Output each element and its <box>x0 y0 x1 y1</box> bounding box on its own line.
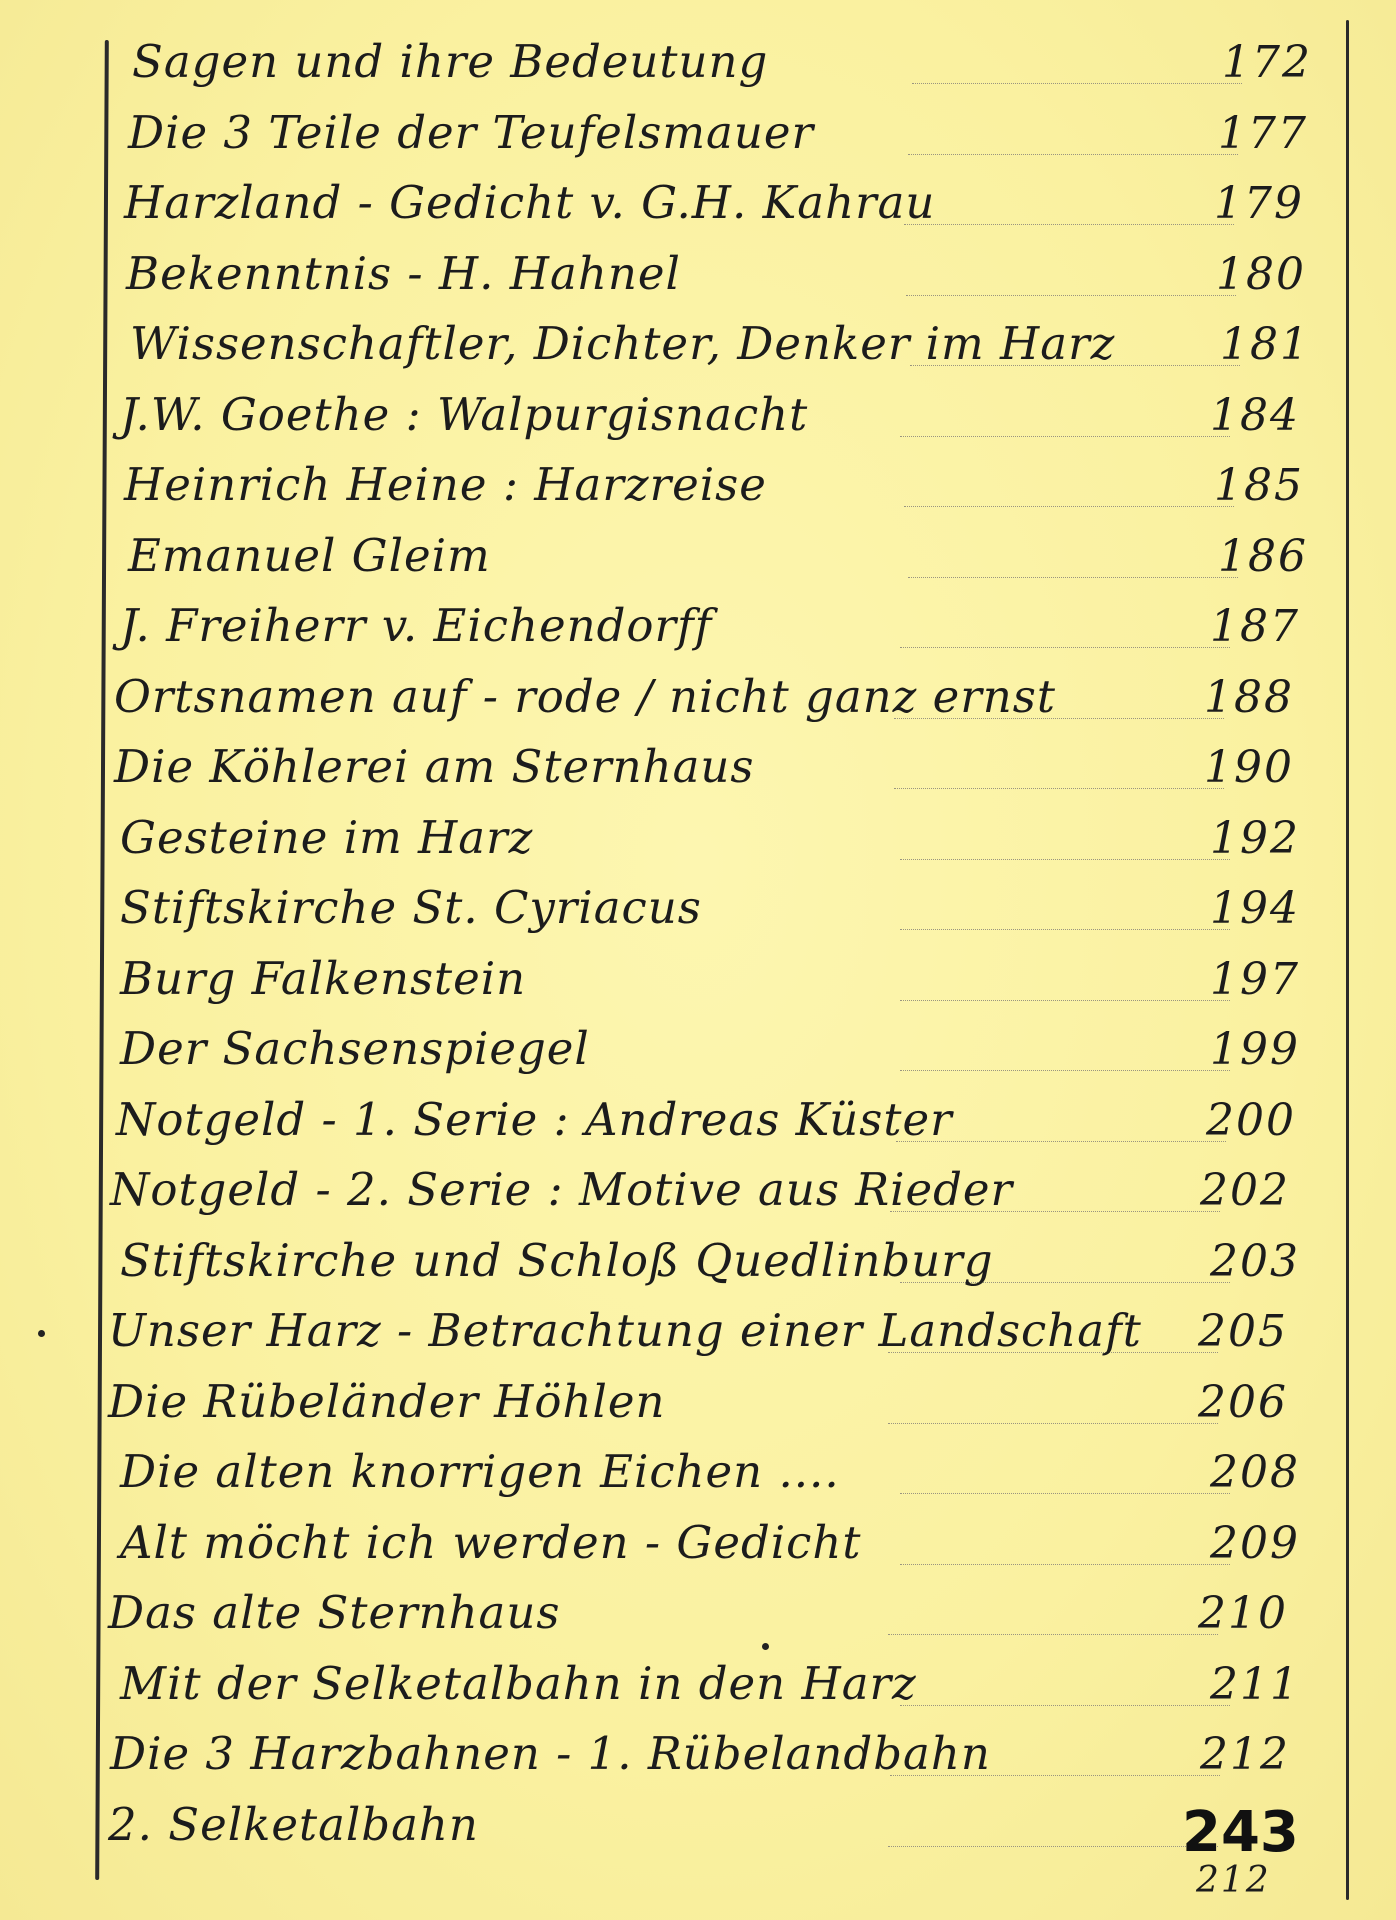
entry-page-number: 181 <box>1220 319 1310 370</box>
entry-page-number: 203 <box>1210 1235 1300 1287</box>
entry-page-number: 210 <box>1198 1588 1288 1639</box>
toc-entry <box>120 381 1340 447</box>
dotted-leader <box>900 1070 1230 1071</box>
entry-page-number: 197 <box>1210 953 1300 1005</box>
entry-page-number: 187 <box>1210 601 1300 652</box>
toc-entry <box>130 310 1350 376</box>
entry-title: J.W. Goethe : Walpurgisnacht <box>120 387 809 441</box>
toc-entry <box>124 169 1344 235</box>
dotted-leader <box>900 859 1230 860</box>
dotted-leader <box>904 506 1234 507</box>
dotted-leader <box>888 1846 1218 1847</box>
entry-title: Bekenntnis - H. Hahnel <box>126 246 681 300</box>
entry-title: Emanuel Gleim <box>128 528 491 582</box>
entry-page-number: 212 <box>1200 1729 1290 1780</box>
toc-entry <box>120 1438 1340 1504</box>
toc-entry <box>128 99 1348 165</box>
entry-page-number: 194 <box>1210 883 1300 934</box>
toc-entry <box>114 663 1334 729</box>
dotted-leader <box>900 1493 1230 1494</box>
toc-entry <box>108 1368 1328 1434</box>
toc-entry <box>110 1156 1330 1222</box>
toc-entry <box>120 1650 1340 1716</box>
toc-entry <box>110 1720 1330 1786</box>
entry-title: Mit der Selketalbahn in den Harz <box>120 1656 917 1710</box>
toc-entry <box>126 240 1346 306</box>
toc-entry <box>116 1086 1336 1152</box>
toc-entry <box>132 28 1352 94</box>
dotted-leader <box>908 154 1238 155</box>
left-margin-rule <box>95 40 109 1880</box>
entry-title: Die alten knorrigen Eichen .... <box>120 1445 840 1498</box>
dotted-leader <box>900 1564 1230 1565</box>
toc-entry <box>108 1297 1328 1363</box>
ink-dot <box>38 1330 45 1337</box>
toc-entry <box>120 874 1340 940</box>
dotted-leader <box>906 295 1236 296</box>
entry-page-number: 177 <box>1218 107 1308 159</box>
entry-title: Die 3 Harzbahnen - 1. Rübelandbahn <box>110 1727 991 1780</box>
ink-dot <box>762 1643 769 1650</box>
entry-page-number: 200 <box>1206 1094 1296 1146</box>
entry-page-number: 172 <box>1222 37 1312 88</box>
entry-title: Wissenschaftler, Dichter, Denker im Harz <box>130 317 1116 370</box>
dotted-leader <box>900 1705 1230 1706</box>
entry-title: Notgeld - 1. Serie : Andreas Küster <box>116 1092 953 1146</box>
entry-page-number: 209 <box>1210 1517 1300 1569</box>
entry-title: Notgeld - 2. Serie : Motive aus Rieder <box>110 1163 1014 1216</box>
entry-title: Alt möcht ich werden - Gedicht <box>120 1515 862 1569</box>
toc-entry <box>108 1579 1328 1645</box>
toc-entry <box>108 1791 1328 1857</box>
dotted-leader <box>912 83 1242 84</box>
toc-entry <box>120 1227 1340 1293</box>
entry-page-number: 188 <box>1204 671 1294 723</box>
entry-page-number: 202 <box>1200 1165 1290 1216</box>
entry-title: Gesteine im Harz <box>120 810 534 864</box>
dotted-leader <box>900 1000 1230 1001</box>
dotted-leader <box>888 1423 1218 1424</box>
dotted-leader <box>900 647 1230 648</box>
toc-entry <box>120 804 1340 870</box>
entry-page-number: 192 <box>1210 812 1300 864</box>
stamp-sub-number: 212 <box>1196 1860 1271 1901</box>
entry-page-number: 184 <box>1210 389 1300 441</box>
page-number-stamp: 243 <box>1182 1800 1299 1865</box>
toc-entry <box>124 451 1344 517</box>
toc-entry <box>120 592 1340 658</box>
dotted-leader <box>900 929 1230 930</box>
toc-entry <box>128 522 1348 588</box>
entry-page-number: 186 <box>1218 530 1308 582</box>
entry-title: Harzland - Gedicht v. G.H. Kahrau <box>124 176 936 229</box>
toc-entry <box>120 945 1340 1011</box>
entry-title: Die Köhlerei am Sternhaus <box>114 740 755 793</box>
entry-page-number: 199 <box>1210 1024 1300 1075</box>
entry-title: Die Rübeländer Höhlen <box>108 1374 666 1428</box>
dotted-leader <box>904 224 1234 225</box>
entry-title: Burg Falkenstein <box>120 951 527 1005</box>
entry-title: Der Sachsenspiegel <box>120 1022 590 1075</box>
dotted-leader <box>908 577 1238 578</box>
toc-entry <box>120 1509 1340 1575</box>
entry-title: Sagen und ihre Bedeutung <box>132 35 769 88</box>
entry-page-number: 185 <box>1214 460 1304 511</box>
entry-page-number: 180 <box>1216 248 1306 300</box>
entry-title: Heinrich Heine : Harzreise <box>124 458 767 511</box>
entry-title: Unser Harz - Betrachtung einer Landschaft <box>108 1304 1142 1357</box>
entry-page-number: 211 <box>1210 1658 1300 1710</box>
right-margin-rule <box>1346 20 1349 1900</box>
dotted-leader <box>894 788 1224 789</box>
entry-title: Stiftskirche St. Cyriacus <box>120 881 702 934</box>
entry-page-number: 205 <box>1198 1306 1288 1357</box>
entry-page-number: 208 <box>1210 1447 1300 1498</box>
entry-page-number: 206 <box>1198 1376 1288 1428</box>
toc-entry <box>114 733 1334 799</box>
entry-title: Stiftskirche und Schloß Quedlinburg <box>120 1233 994 1287</box>
entry-title: Die 3 Teile der Teufelsmauer <box>128 105 814 159</box>
entry-page-number: 179 <box>1214 178 1304 229</box>
entry-page-number: 190 <box>1204 742 1294 793</box>
dotted-leader <box>888 1634 1218 1635</box>
entry-title: Ortsnamen auf - rode / nicht ganz ernst <box>114 669 1056 723</box>
entry-title: Das alte Sternhaus <box>108 1586 561 1639</box>
toc-entry <box>120 1015 1340 1081</box>
entry-title: 2. Selketalbahn <box>108 1797 479 1851</box>
entry-title: J. Freiherr v. Eichendorff <box>120 599 713 652</box>
dotted-leader <box>900 436 1230 437</box>
